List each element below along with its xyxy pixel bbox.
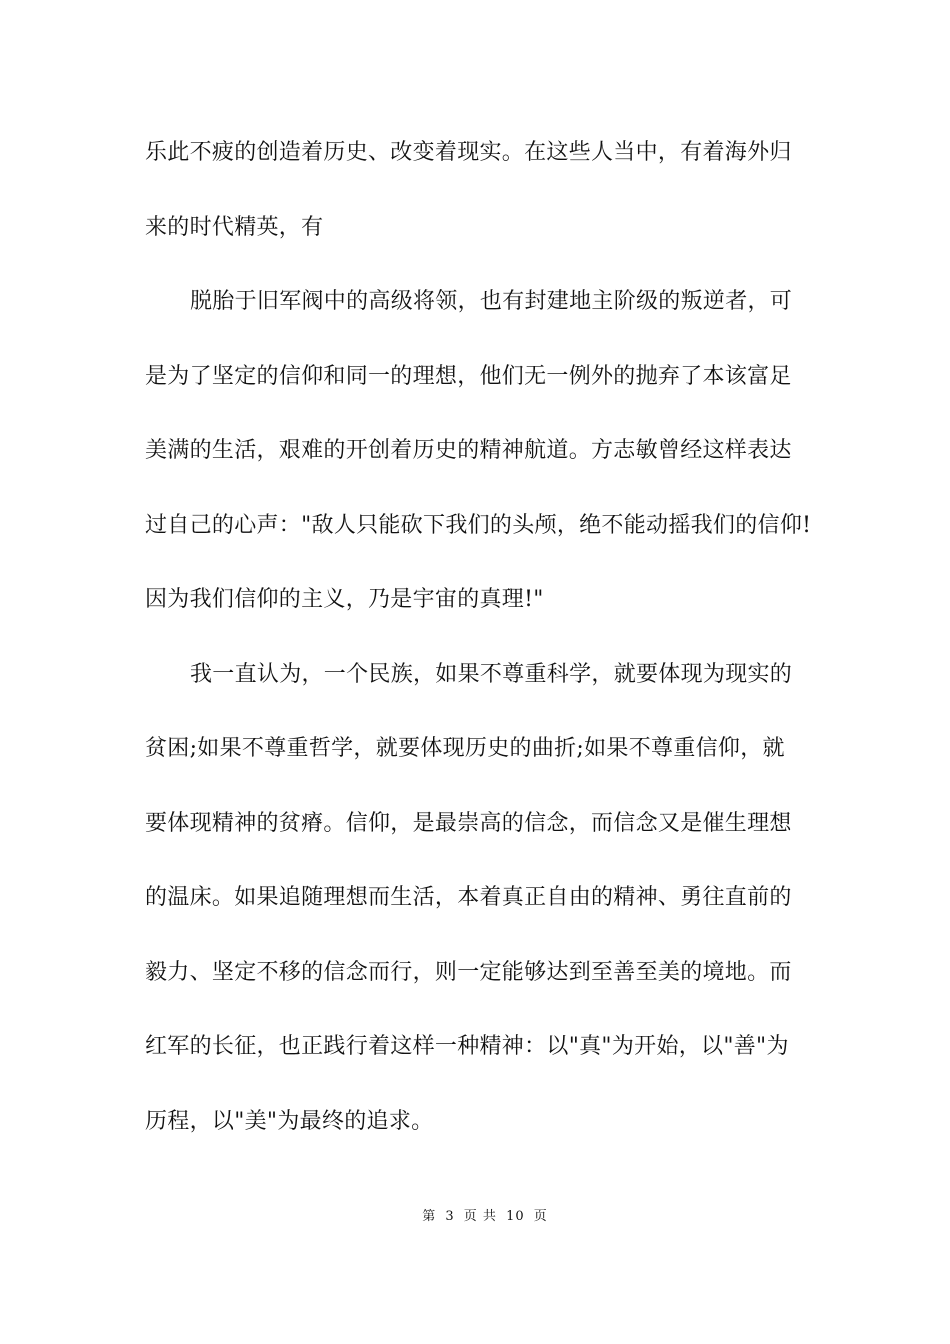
text-line: 毅力、坚定不移的信念而行，则一定能够达到至善至美的境地。而 bbox=[145, 959, 792, 985]
text-line: 红军的长征，也正践行着这样一种精神：以"真"为开始，以"善"为 bbox=[145, 1034, 789, 1059]
text-line: 过自己的心声："敌人只能砍下我们的头颅，绝不能动摇我们的信仰! bbox=[145, 512, 812, 538]
current-page-number: 3 bbox=[445, 1209, 455, 1224]
text-line: 是为了坚定的信仰和同一的理想，他们无一例外的抛弃了本该富足 bbox=[145, 363, 792, 389]
text-line: 我一直认为，一个民族，如果不尊重科学，就要体现为现实的 bbox=[190, 661, 793, 687]
text-line: 美满的生活，艰难的开创着历史的精神航道。方志敏曾经这样表达 bbox=[145, 438, 792, 463]
text-line: 因为我们信仰的主义，乃是宇宙的真理!" bbox=[145, 587, 544, 612]
body-text bbox=[145, 128, 825, 1171]
text-line: 贫困;如果不尊重哲学，就要体现历史的曲折;如果不尊重信仰，就 bbox=[145, 736, 785, 761]
text-line: 来的时代精英，有 bbox=[145, 214, 324, 240]
footer-mid: 页 共 bbox=[463, 1209, 497, 1224]
total-pages-number: 10 bbox=[506, 1209, 525, 1224]
text-line: 脱胎于旧军阀中的高级将领，也有封建地主阶级的叛逆者，可 bbox=[190, 289, 793, 314]
text-line: 要体现精神的贫瘠。信仰，是最崇高的信念，而信念又是催生理想 bbox=[145, 810, 792, 836]
text-line: 乐此不疲的创造着历史、改变着现实。在这些人当中，有着海外归 bbox=[145, 140, 792, 165]
footer-prefix: 第 bbox=[422, 1209, 437, 1224]
page-footer bbox=[0, 1205, 950, 1224]
text-line: 的温床。如果追随理想而生活，本着真正自由的精神、勇往直前的 bbox=[145, 885, 792, 910]
footer-suffix: 页 bbox=[533, 1209, 548, 1224]
text-line: 历程，以"美"为最终的追求。 bbox=[145, 1108, 434, 1134]
